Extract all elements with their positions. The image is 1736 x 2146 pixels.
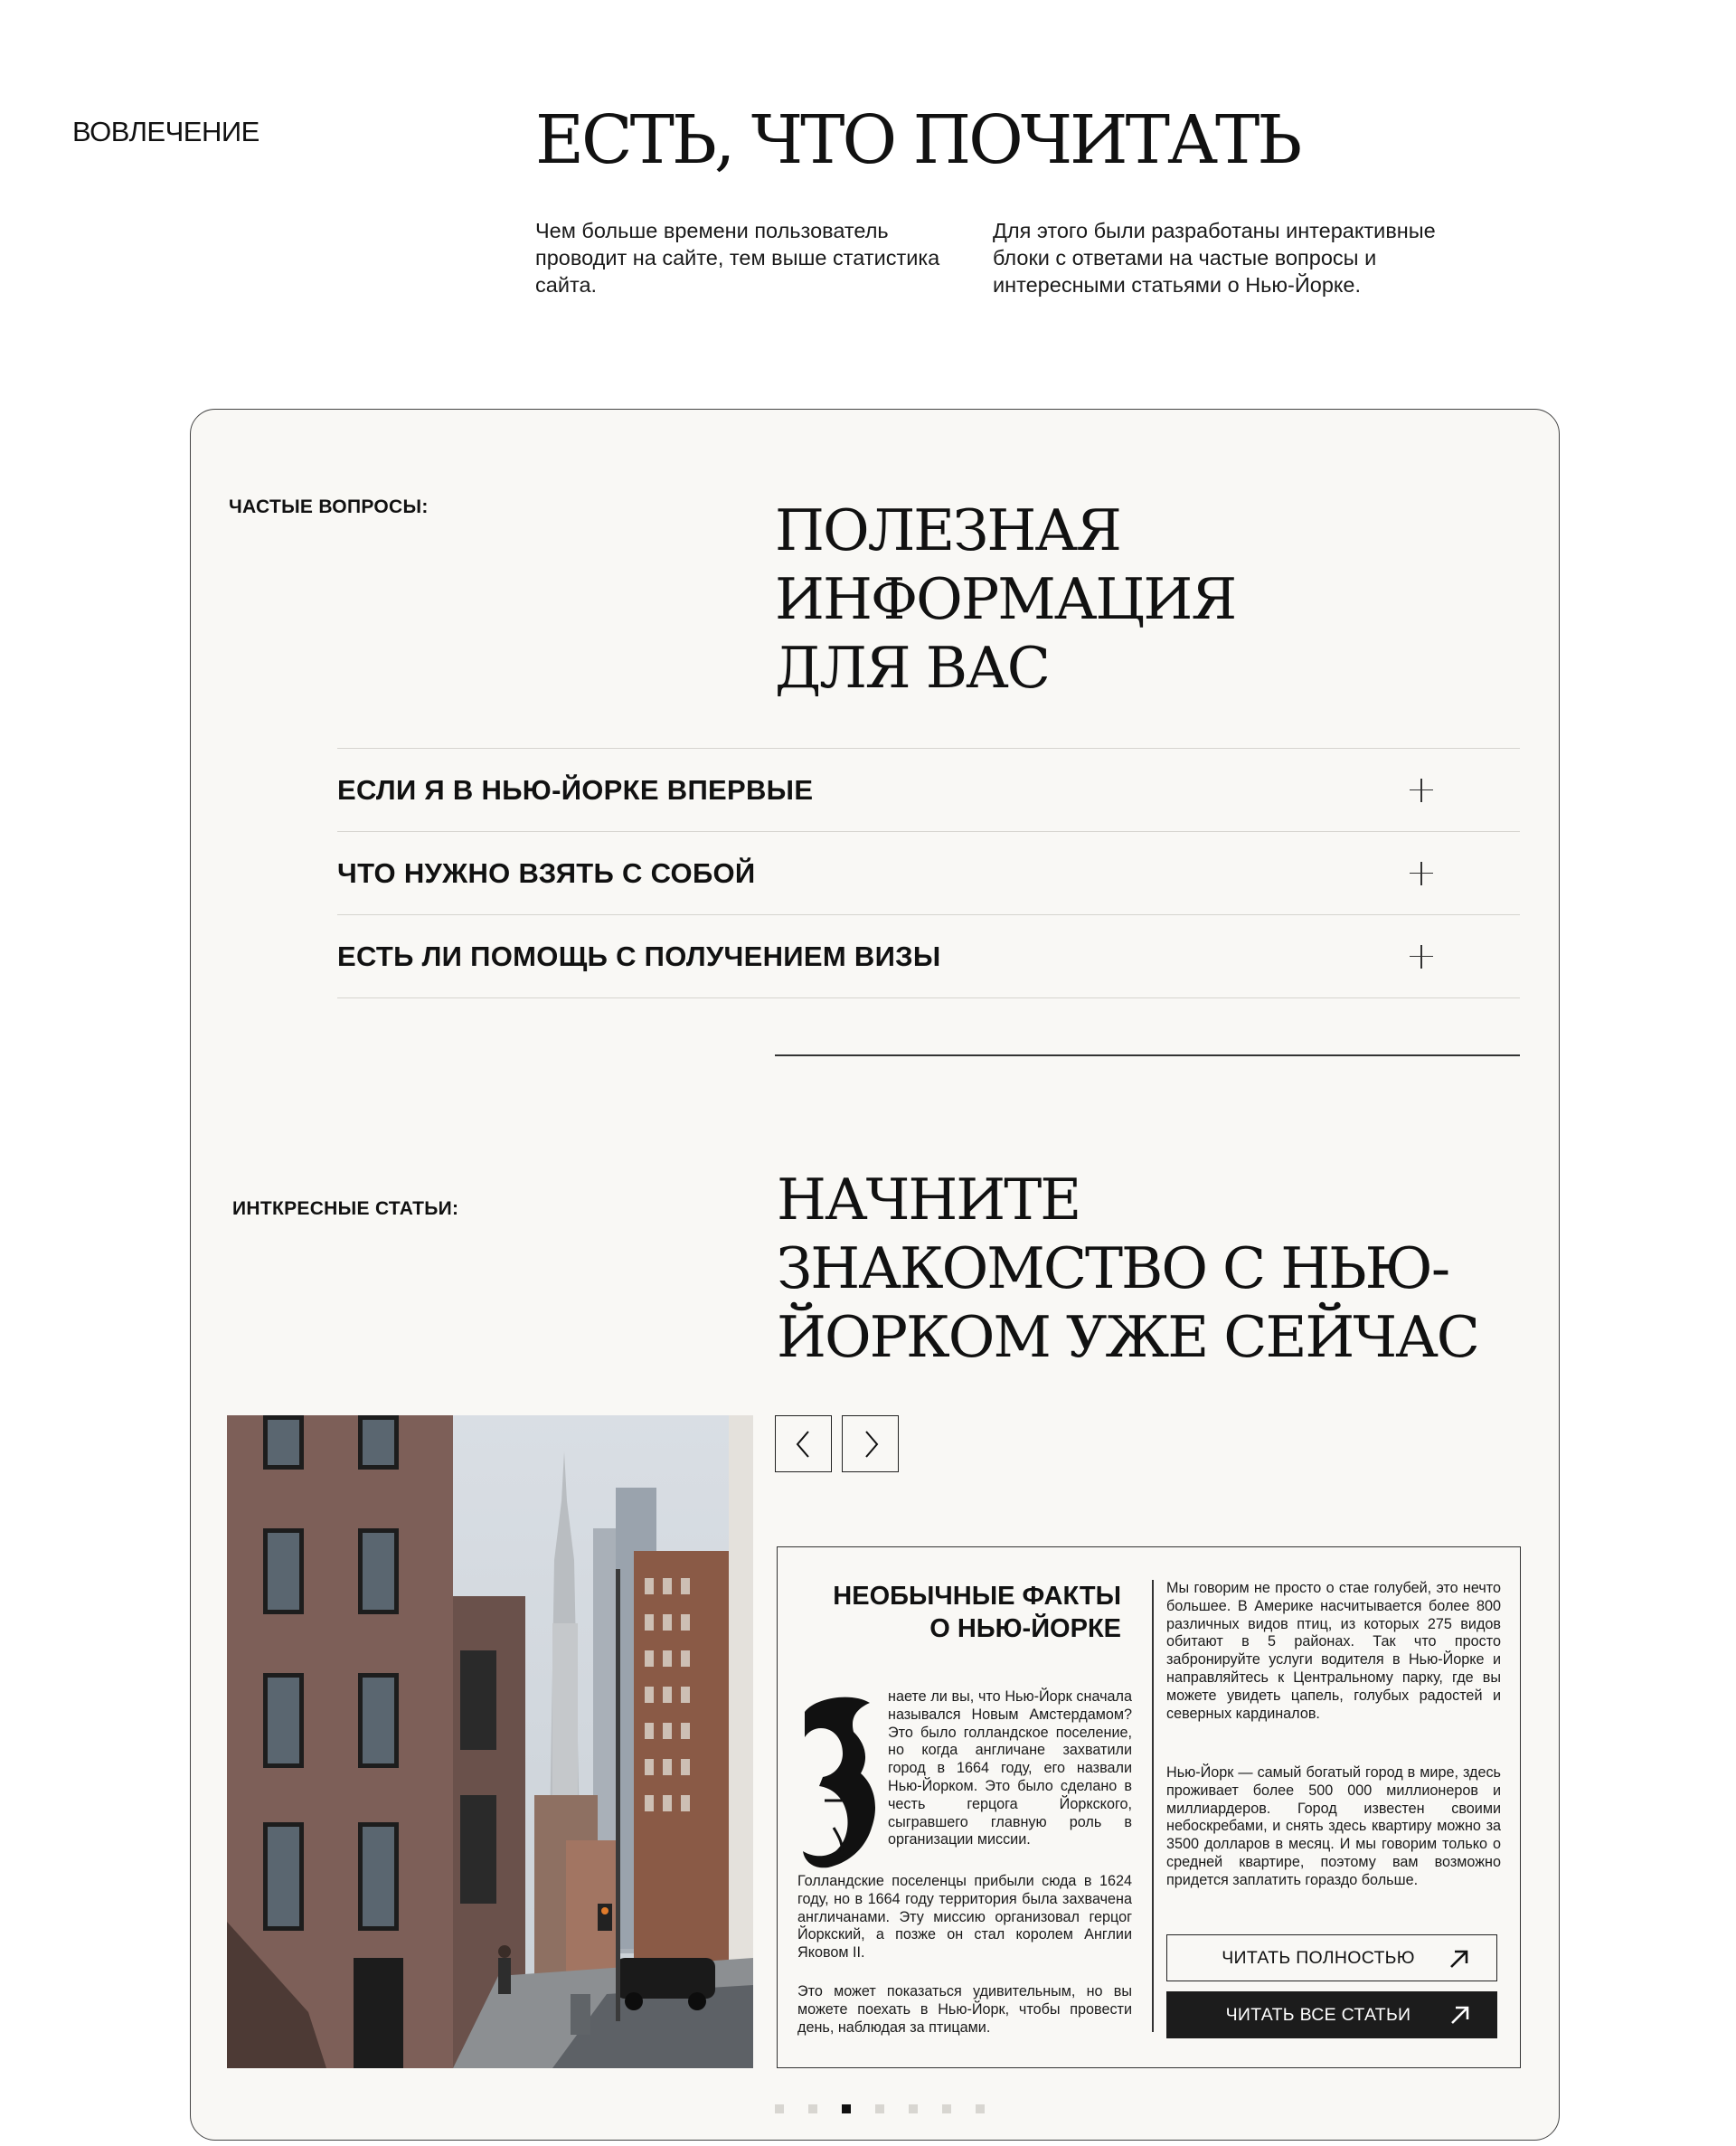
faq-heading-line: ДЛЯ ВАС	[775, 635, 1049, 701]
read-all-label: ЧИТАТЬ ВСЕ СТАТЬИ	[1225, 2004, 1411, 2025]
intro-left: Чем больше времени пользователь проводит на сайте, тем выше статистика сайта.	[535, 219, 940, 297]
carousel-prev-button[interactable]	[775, 1415, 832, 1472]
article-paragraph: наете ли вы, что Нью-Йорк сначала назывался Новым Амстердамом? Это было голландское поселение, но когда англичане захватили город в 1664 году, его назвали Нью-Йорком. Это было сделано в честь герцога Йоркского, сыгравшего главную роль в организации миссии.	[888, 1688, 1132, 1848]
main-title: ЕСТЬ, ЧТО ПОЧИТАТЬ	[535, 101, 1300, 179]
article-paragraph: Это может показаться удивительным, но вы можете поехать в Нью-Йорк, чтобы провести день, наблюдая за птицами.	[797, 1983, 1132, 2036]
pagination-dot[interactable]	[875, 2104, 884, 2113]
new-york-street-photo	[227, 1415, 753, 2068]
pagination-dot[interactable]	[808, 2104, 817, 2113]
articles-heading-line: ЗНАКОМСТВО С НЬЮ-	[777, 1235, 1449, 1301]
article-title	[814, 1580, 1121, 1645]
pagination-dot[interactable]	[942, 2104, 951, 2113]
articles-heading-line: ЙОРКОМ УЖЕ СЕЙЧАС	[777, 1304, 1478, 1370]
article-paragraph: Мы говорим не просто о стае голубей, это нечто большее. В Америке насчитывается более 800 различных видов птиц, из которых 275 видов обитают в 5 районах. Так что просто забронируйте услуги водителя в Нью-Йорке и направляйтесь к Центральному парку, где вы можете увидеть цапель, голубых радостей и северных кардиналов.	[1166, 1580, 1501, 1722]
chevron-left-icon	[794, 1430, 814, 1459]
article-paragraph: Нью-Йорк — самый богатый город в мире, здесь проживает более 500 000 миллионеров и миллиардеров. Город известен своими небоскребами, и снять здесь квартиру можно за 3500 долларов в месяц. И мы говорим только о средней квартире, поэтому вам возможно придется заплатить гораздо больше.	[1166, 1764, 1501, 1888]
pagination-dot[interactable]	[842, 2104, 851, 2113]
faq-item[interactable]	[337, 915, 1520, 998]
article-paragraph: Голландские поселенцы прибыли сюда в 1624 году, но в 1664 году территория была захвачена англичанами. Эту миссию организовал герцог Йоркский, а позже он стал королем Англии Яковом II.	[797, 1873, 1132, 1962]
pagination-dot[interactable]	[775, 2104, 784, 2113]
section-divider	[775, 1054, 1520, 1056]
plus-icon[interactable]	[1410, 945, 1433, 969]
carousel-pagination	[775, 2104, 985, 2113]
plus-icon[interactable]	[1410, 862, 1433, 885]
faq-question: ЕСЛИ Я В НЬЮ-ЙОРКЕ ВПЕРВЫЕ	[337, 773, 814, 806]
article-card	[777, 1546, 1521, 2068]
faq-label: ЧАСТЫЕ ВОПРОСЫ:	[229, 496, 429, 517]
faq-list	[337, 748, 1520, 998]
read-all-articles-button[interactable]	[1166, 1991, 1497, 2038]
pagination-dot[interactable]	[909, 2104, 918, 2113]
faq-heading-line: ИНФОРМАЦИЯ	[775, 566, 1236, 632]
articles-label: ИНТКРЕСНЫЕ СТАТЬИ:	[232, 1198, 459, 1219]
chevron-right-icon	[861, 1430, 881, 1459]
articles-heading-line: НАЧНИТЕ	[777, 1167, 1080, 1233]
carousel-next-button[interactable]	[842, 1415, 899, 1472]
section-label: ВОВЛЕЧЕНИЕ	[72, 116, 259, 147]
article-title-line: НЕОБЫЧНЫЕ ФАКТЫ	[833, 1582, 1121, 1611]
faq-heading-line: ПОЛЕЗНАЯ	[775, 497, 1120, 563]
drop-cap	[797, 1692, 881, 1871]
pagination-dot[interactable]	[976, 2104, 985, 2113]
intro-right: Для этого были разработаны интерактивные блоки с ответами на частые вопросы и интересными статьями о Нью-Йорке.	[993, 219, 1436, 297]
faq-question: ЕСТЬ ЛИ ПОМОЩЬ С ПОЛУЧЕНИЕМ ВИЗЫ	[337, 940, 941, 972]
faq-item[interactable]	[337, 832, 1520, 915]
faq-item[interactable]	[337, 749, 1520, 832]
faq-heading	[775, 496, 1235, 703]
arrow-up-right-icon	[1448, 1947, 1471, 1971]
engagement-card	[190, 409, 1560, 2141]
arrow-up-right-icon	[1448, 2003, 1472, 2027]
read-more-button[interactable]	[1166, 1934, 1497, 1981]
plus-icon[interactable]	[1410, 779, 1433, 802]
articles-heading	[777, 1166, 1478, 1372]
column-divider	[1152, 1580, 1154, 2032]
read-more-label: ЧИТАТЬ ПОЛНОСТЬЮ	[1222, 1947, 1415, 1968]
article-title-line: О НЬЮ-ЙОРКЕ	[929, 1614, 1121, 1643]
faq-question: ЧТО НУЖНО ВЗЯТЬ С СОБОЙ	[337, 856, 756, 889]
